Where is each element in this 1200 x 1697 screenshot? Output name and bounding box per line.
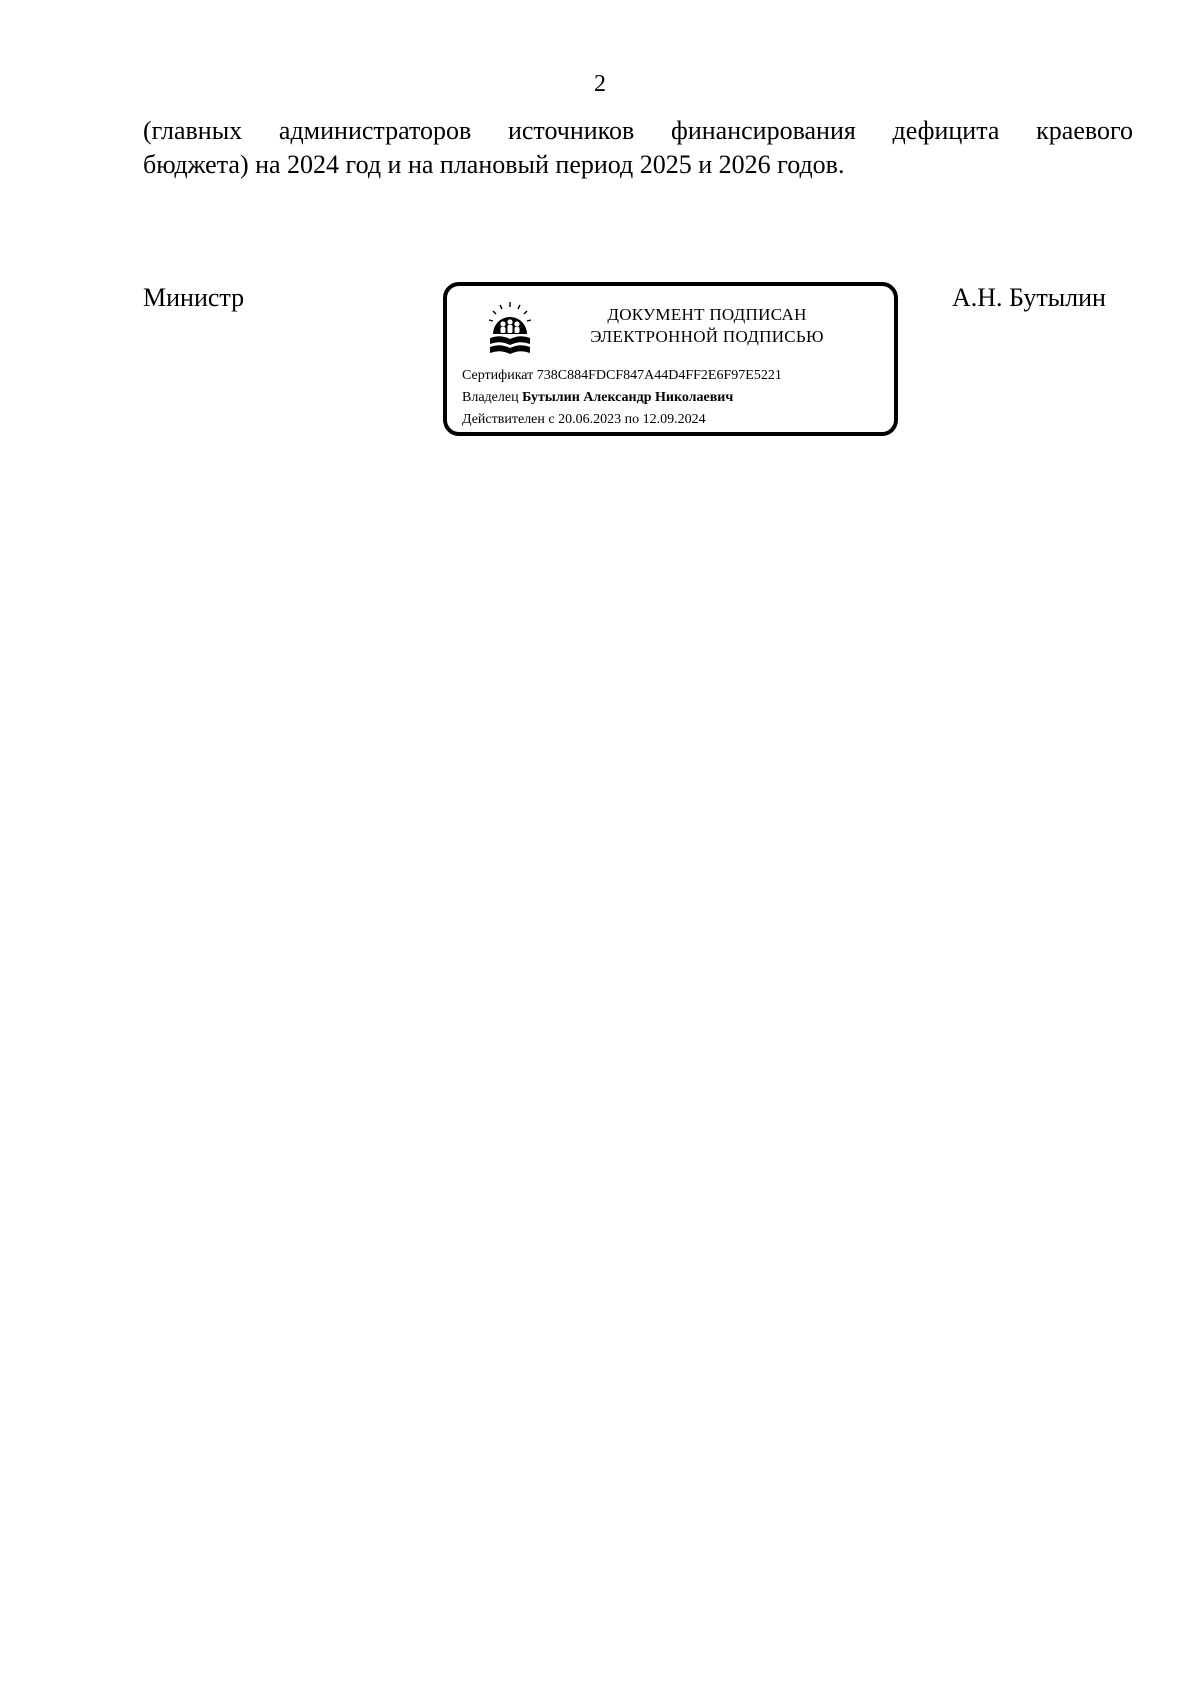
certificate-value: 738C884FDCF847A44D4FF2E6F97E5221 xyxy=(536,368,782,383)
signer-name: А.Н. Бутылин xyxy=(952,283,1106,312)
stamp-heading xyxy=(557,304,857,348)
body-paragraph xyxy=(143,114,1133,182)
owner-label: Владелец xyxy=(462,390,519,405)
signer-title: Министр xyxy=(143,283,245,312)
valid-to-label: по xyxy=(624,412,640,427)
stamp-owner-row xyxy=(462,387,892,409)
stamp-details xyxy=(462,365,892,431)
electronic-signature-stamp xyxy=(443,282,898,436)
stamp-heading-line-1: ДОКУМЕНТ ПОДПИСАН xyxy=(607,305,807,324)
stamp-certificate-row xyxy=(462,365,892,387)
certificate-label: Сертификат xyxy=(462,368,534,383)
body-line-2: бюджета) на 2024 год и на плановый период 2025 и 2026 годов. xyxy=(143,150,845,179)
valid-label: Действителен с xyxy=(462,412,555,427)
stamp-validity-row xyxy=(462,409,892,431)
body-line-1: (главных администраторов источников финансирования дефицита краевого xyxy=(143,116,1133,145)
owner-value: Бутылин Александр Николаевич xyxy=(522,390,734,405)
valid-to: 12.09.2024 xyxy=(642,412,706,427)
page-number: 2 xyxy=(594,71,606,97)
valid-from: 20.06.2023 xyxy=(558,412,622,427)
stamp-heading-line-2: ЭЛЕКТРОННОЙ ПОДПИСЬЮ xyxy=(590,327,824,346)
coat-of-arms-emblem-icon xyxy=(485,300,535,358)
